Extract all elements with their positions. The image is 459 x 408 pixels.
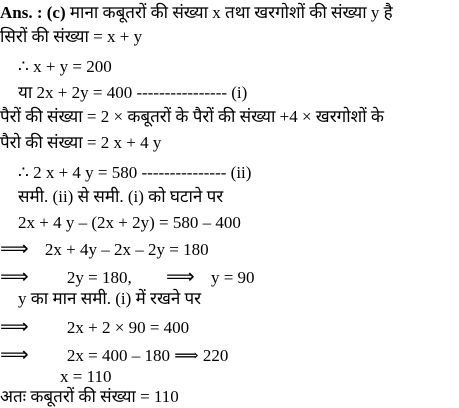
implies-arrow-icon: ⟹ [0,264,29,288]
implies-arrow-icon: ⟹ [0,314,29,338]
answer-prefix: Ans. : (c) [0,3,66,22]
equation-ii-line [18,162,251,184]
legs-count-line: पैरों की संख्या = 2 × कबूतरों के पैरों की संख्या +4 × खरगोशों के [0,107,384,126]
equation-text: x + y = 200 [33,57,112,76]
y-value-line [0,266,255,289]
implies-arrow-icon: ⟹ [166,264,195,288]
equation-text: 2x + 4y – 2x – 2y = 180 [44,240,209,259]
implies-arrow-icon: ⟹ [0,236,29,260]
substitute-note-line: y का मान समी. (i) में रखने पर [18,289,202,308]
implies-arrow-icon: ⟹ [0,342,29,366]
subtraction-line: 2x + 4 y – (2x + 2y) = 580 – 400 [18,213,241,232]
heads-count-line: सिरों की संख्या = x + y [0,27,143,46]
conclusion-line: अतः कबूतरों की संख्या = 110 [0,387,179,406]
equation-line-3 [18,56,112,78]
simplify-line [0,238,209,261]
equation-text: y = 90 [210,268,255,287]
answer-line-1 [0,2,393,24]
statement-text: माना कबूतरों की संख्या x तथा खरगोशों की संख्या y है [69,3,393,22]
x-value-line: x = 110 [60,367,112,386]
solve-line [0,344,228,367]
legs-count-line-2: पैरो की संख्या = 2 x + 4 y [0,133,162,152]
therefore-symbol: ∴ [18,163,29,182]
equation-text: 2 x + 4 y = 580 --------------- (ii) [33,163,252,182]
equation-text: 2x + 2 × 90 = 400 [66,318,190,337]
equation-i-line: या 2x + 2y = 400 ---------------- (i) [18,83,248,102]
substitute-line [0,316,189,339]
equation-text: 2y = 180, [66,268,132,287]
subtract-note-line: समी. (ii) से समी. (i) को घटाने पर [18,187,224,206]
therefore-symbol: ∴ [18,57,29,76]
equation-text: 2x = 400 – 180 ⟹ 220 [66,346,229,365]
